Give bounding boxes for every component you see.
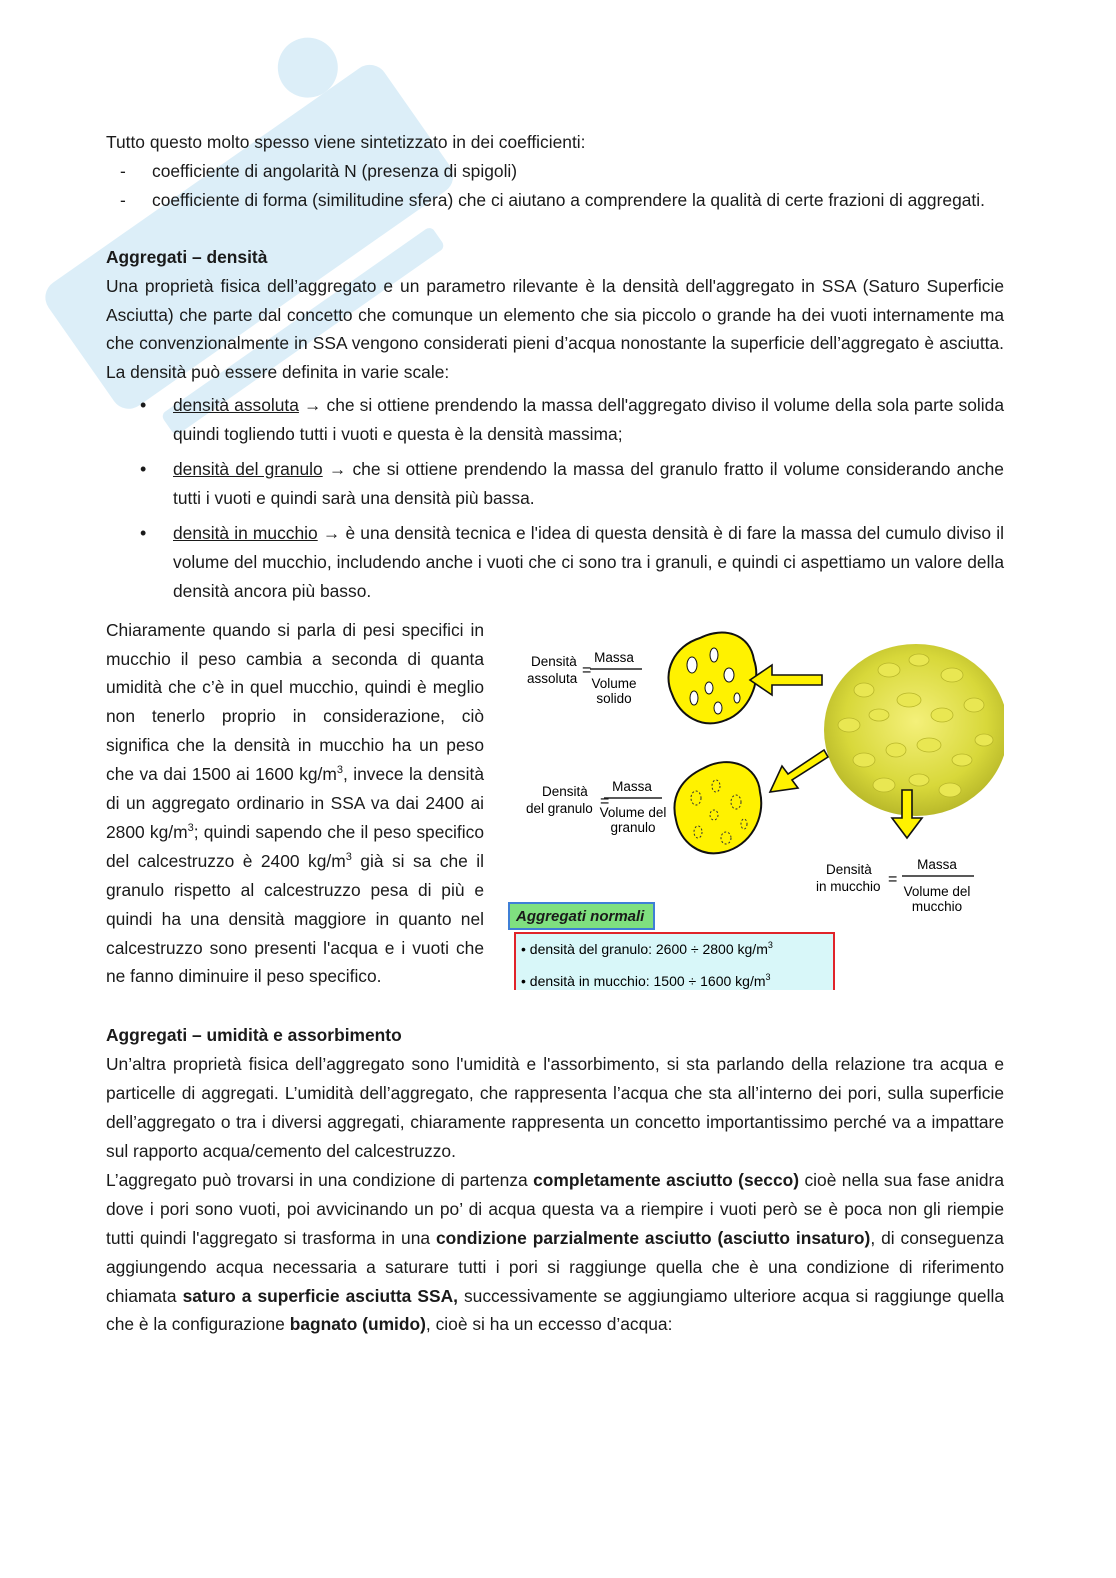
eq1-denominator-line1: Volume (591, 675, 637, 691)
eq3-equals: = (888, 870, 898, 888)
density-list (106, 391, 1004, 605)
eq3-denominator-line2: mucchio (911, 898, 963, 914)
eq2-equals: = (600, 792, 610, 810)
text-figure-row (106, 616, 1004, 992)
eq3-denominator-line1: Volume del (903, 883, 971, 899)
umidita-paragraph-2: L’aggregato può trovarsi in una condizione di partenza completamente asciutto (secco) cioè nella sua fase anidra dove i pori sono vuoti, poi avvicinando un po’ di acqua questa va a riempire i vuoti però se è poca non gli riempie tutti quindi l'aggregato si trasforma in una condizione parzialmente asciutto (asciutto insaturo), di conseguenza aggiungendo acqua necessaria a saturare tutti i pori si raggiunge quella che è una condizione di riferimento chiamata saturo a superficie asciutta SSA, successivamente se aggiungiamo ulteriore acqua si raggiunge quella che è la configurazione bagnato (umido), cioè si ha un eccesso d’acqua: (106, 1169, 1004, 1335)
solid-grain (668, 632, 756, 723)
eq2-lhs-line2: del granulo (526, 800, 593, 816)
eq2-denominator-line1: Volume del (599, 804, 667, 820)
term-densita-assoluta: densità assoluta (173, 395, 299, 416)
intro-text: Tutto questo molto spesso viene sintetizzato in dei coefficienti: (106, 132, 586, 152)
list-item (106, 519, 1004, 606)
coefficient-list (106, 157, 1004, 215)
porous-grain (674, 762, 761, 853)
eq1-numerator: Massa (594, 649, 634, 665)
arrow-icon: → (304, 395, 322, 416)
section-umidita (106, 1021, 1004, 1339)
page-content (106, 128, 1004, 1339)
arrow-icon: → (322, 522, 341, 543)
eq3-lhs-line2: in mucchio (816, 878, 881, 894)
density-figure (504, 620, 1004, 990)
list-item: - coefficiente di forma (similitudine sfera) che ci aiutano a comprendere la qualità di certe frazioni di aggregati. (106, 186, 1004, 215)
bullet-text: che si ottiene prendendo la massa dell'aggregato diviso il volume della sola parte solida quindi togliendo tutti i vuoti e questa è la densità massima; (173, 395, 1004, 445)
term-densita-granulo: densità del granulo (173, 459, 323, 480)
summary-line-mucchio: • densità in mucchio: 1500 ÷ 1600 $kg/m^3$ (521, 971, 771, 989)
eq1-equals: = (582, 661, 592, 679)
eq3-lhs-line1: Densità (826, 861, 872, 877)
eq2-denominator-line2: granulo (610, 819, 656, 835)
bullet-text: che si ottiene prendendo la massa del granulo fratto il volume considerando anche tutti i vuoti e quindi sarà una densità più bassa. (173, 459, 1004, 508)
section-heading-densita: Aggregati – densità (106, 246, 268, 267)
list-item: - coefficiente di angolarità N (presenza di spigoli) (106, 157, 1004, 186)
eq2-lhs-line1: Densità (542, 783, 588, 799)
arrow-icon (750, 665, 822, 695)
section-heading-umidita: Aggregati – umidità e assorbimento (106, 1025, 402, 1046)
umidita-paragraph-1: Un’altra proprietà fisica dell’aggregato sono l'umidità e l'assorbimento, si sta parlando della relazione tra acqua e particelle di aggregati. L’umidità dell’aggregato, che rappresenta l’acqua che sta all’interno dei pori, sulla superficie dell’aggregato o tra i diversi aggregati, chiaramente rappresenta un concetto importantissimo perché va a impattare sul rapporto acqua/cemento del calcestruzzo. (106, 1054, 1004, 1161)
eq1-denominator-line2: solido (596, 690, 632, 706)
summary-title: Aggregati normali (516, 907, 645, 925)
term-densita-mucchio: densità in mucchio (173, 522, 318, 543)
eq1-lhs-line1: Densità (531, 653, 577, 669)
arrow-icon: → (328, 459, 347, 480)
eq2-numerator: Massa (612, 778, 652, 794)
bullet-text: è una densità tecnica e l'idea di questa densità è di fare la massa del cumulo diviso il volume del mucchio, includendo anche i vuoti che ci sono tra i granuli, e quindi ci aspettiamo un valore della densità ancora più basso. (173, 522, 1004, 601)
densita-paragraph: Una proprietà fisica dell’aggregato e un parametro rilevante è la densità dell'aggregato in SSA (Saturo Superficie Asciutta) che parte dal concetto che comunque un elemento che sia piccolo o grande ha dei vuoti internamente ma che convenzionalmente in SSA vengono considerati pieni d’acqua nonostante la superficie dell’aggregato è asciutta. La densità può essere definita in varie scale: (106, 275, 1004, 383)
eq1-lhs-line2: assoluta (527, 670, 578, 686)
arrow-icon (770, 750, 828, 792)
side-paragraph: Chiaramente quando si parla di pesi specifici in mucchio il peso cambia a seconda di quanta umidità che c’è in quel mucchio, quindi è meglio non tenerlo proprio in considerazione, ciò significa che la densità in mucchio ha un peso che va dai 1500 ai 1600 $kg/m^3$, invece la densità di un aggregato ordinario in SSA va dai 2400 ai 2800 $kg/m^3$; quindi sapendo che il peso specifico del calcestruzzo è 2400 $kg/m^3$ già si sa che il granulo rispetto al calcestruzzo pesa di più e quindi ha una densità maggiore in quanto nel calcestruzzo sono presenti l'acqua e i vuoti che ne fanno diminuire il peso specifico. (106, 619, 485, 987)
summary-line-granulo: • densità del granulo: 2600 ÷ 2800 $kg/m^3$ (521, 939, 773, 957)
list-item (106, 391, 1004, 449)
eq3-numerator: Massa (917, 856, 957, 872)
list-item (106, 455, 1004, 513)
